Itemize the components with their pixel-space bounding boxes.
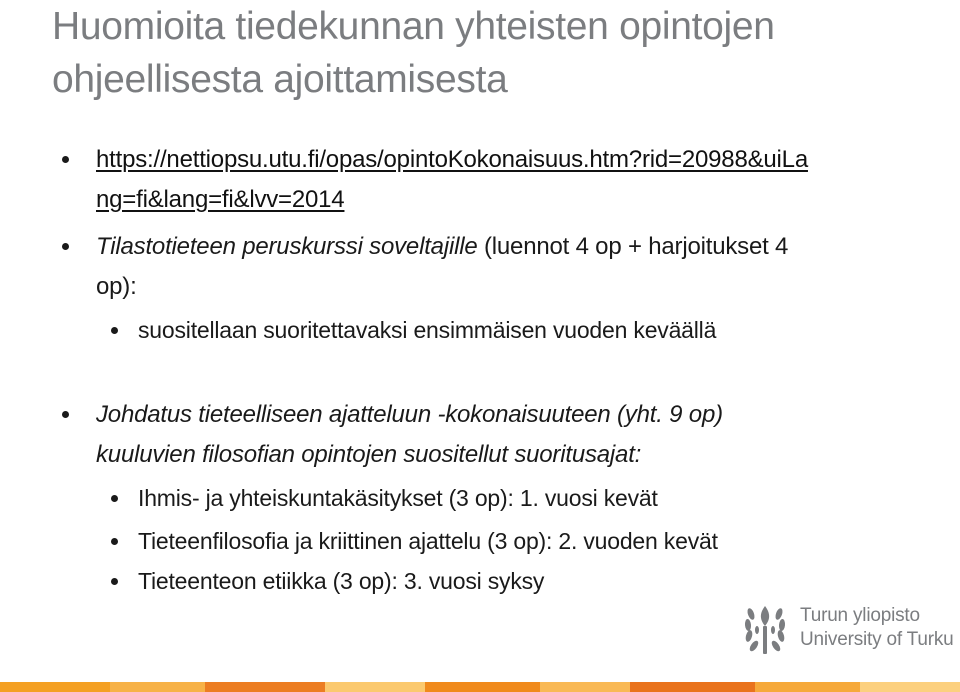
course-credits: (luennot 4 op + harjoitukset 4 — [477, 233, 789, 260]
bullet-dot — [111, 538, 118, 545]
bullet-dot — [62, 243, 69, 250]
bullet-statistics-course — [96, 227, 856, 307]
sub-bullet-text: Tieteenteon etiikka (3 op): 3. vuosi syksy — [138, 568, 545, 594]
bullet-link — [96, 140, 856, 220]
sub-bullet-text: Tieteenfilosofia ja kriittinen ajattelu (3 op): 2. vuoden kevät — [138, 528, 718, 554]
sub-bullet-statistics-timing — [138, 313, 898, 347]
bar-segment — [540, 682, 630, 692]
philosophy-line2: kuuluvien filosofian opintojen suositellut suoritusajat: — [96, 441, 642, 468]
sub-bullet-course-3 — [138, 564, 898, 598]
bullet-dot — [111, 578, 118, 585]
bar-segment — [110, 682, 205, 692]
course-link-line1[interactable]: https://nettiopsu.utu.fi/opas/opintoKokonaisuus.htm?rid=20988&uiLa — [96, 146, 808, 173]
sub-bullet-text: suositellaan suoritettavaksi ensimmäisen vuoden keväällä — [138, 317, 717, 343]
bar-segment — [205, 682, 325, 692]
slide-title: Huomioita tiedekunnan yhteisten opintojen ohjeellisesta ajoittamisesta — [52, 5, 775, 101]
bullet-dot — [62, 411, 69, 418]
bar-segment — [860, 682, 960, 692]
philosophy-line1: Johdatus tieteelliseen ajatteluun -kokonaisuuteen (yht. 9 op) — [96, 401, 723, 428]
bar-segment — [0, 682, 110, 692]
university-name-fi: Turun yliopisto — [800, 605, 920, 626]
course-link-line2[interactable]: ng=fi&lang=fi&lvv=2014 — [96, 186, 345, 213]
bar-segment — [325, 682, 425, 692]
bullet-dot — [62, 156, 69, 163]
bullet-philosophy — [96, 395, 856, 475]
bullet-dot — [111, 495, 118, 502]
university-emblem-icon — [742, 600, 788, 658]
bar-segment — [425, 682, 540, 692]
bullet-dot — [111, 327, 118, 334]
university-name — [800, 604, 954, 652]
course-credits-cont: op): — [96, 273, 137, 300]
bar-segment — [755, 682, 860, 692]
university-logo — [742, 600, 954, 660]
university-name-en: University of Turku — [800, 629, 954, 650]
decorative-color-bar — [0, 682, 960, 692]
sub-bullet-course-1 — [138, 481, 898, 515]
course-name: Tilastotieteen peruskurssi soveltajille — [96, 233, 478, 260]
sub-bullet-text: Ihmis- ja yhteiskuntakäsitykset (3 op): 1. vuosi kevät — [138, 485, 658, 511]
sub-bullet-course-2 — [138, 524, 898, 558]
bar-segment — [630, 682, 755, 692]
